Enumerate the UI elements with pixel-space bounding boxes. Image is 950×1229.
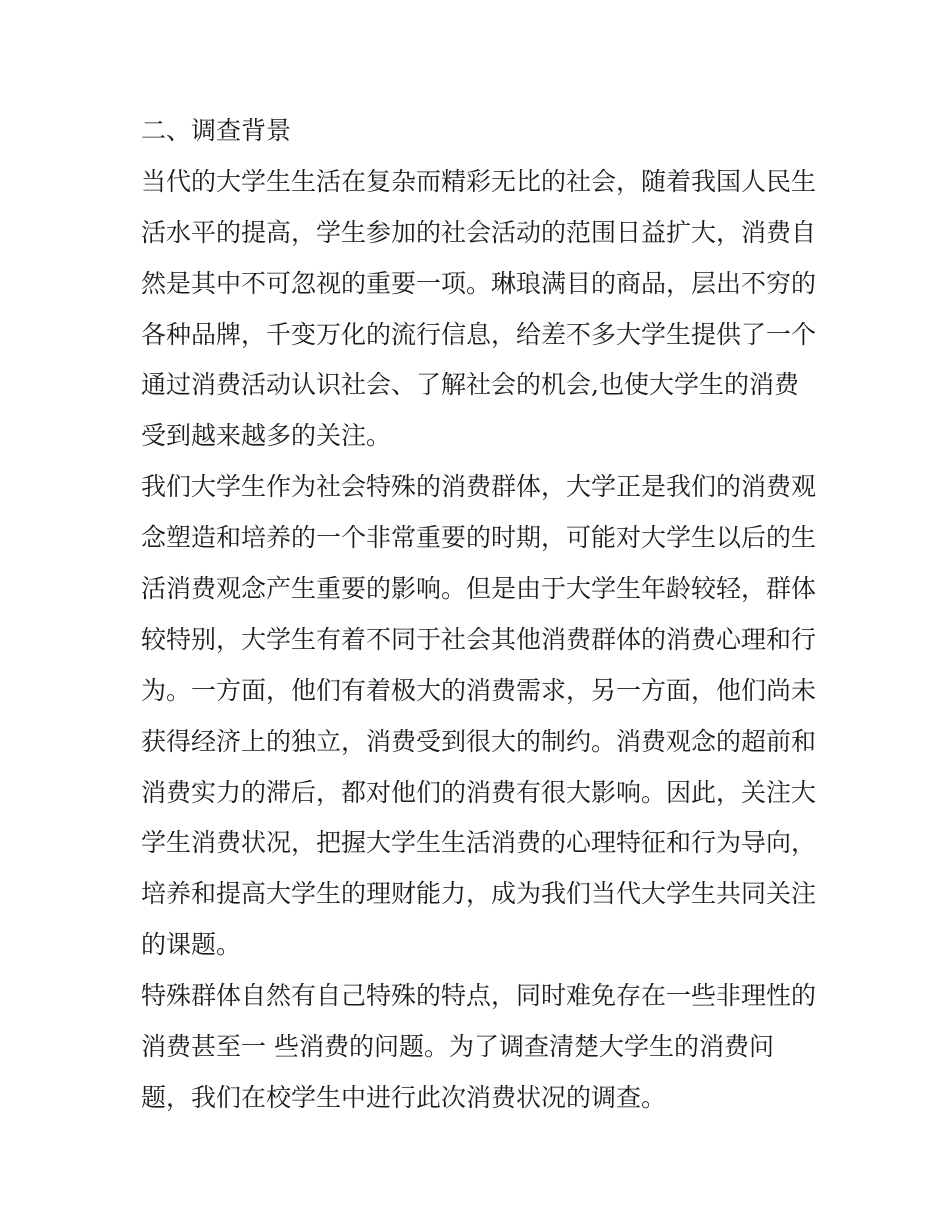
paragraph-line: 然是其中不可忽视的重要一项。琳琅满目的商品，层出不穷的 [141,268,817,298]
paragraph-line: 培养和提高大学生的理财能力，成为我们当代大学生共同关注 [141,879,817,909]
paragraph-line: 活水平的提高，学生参加的社会活动的范围日益扩大，消费自 [141,217,817,247]
paragraph-line: 较特别，大学生有着不同于社会其他消费群体的消费心理和行 [141,624,817,654]
paragraph-line: 学生消费状况，把握大学生生活消费的心理特征和行为导向， [141,828,817,858]
paragraph-line: 念塑造和培养的一个非常重要的时期，可能对大学生以后的生 [141,523,817,553]
paragraph-line: 题，我们在校学生中进行此次消费状况的调查。 [141,1082,667,1112]
paragraph-line: 的课题。 [141,930,242,960]
paragraph-line: 活消费观念产生重要的影响。但是由于大学生年龄较轻，群体 [141,574,817,604]
paragraph-line: 通过消费活动认识社会、了解社会的机会,也使大学生的消费 [141,370,799,400]
paragraph-line: 为。一方面，他们有着极大的消费需求，另一方面，他们尚未 [141,675,817,705]
section-heading: 二、调查背景 [141,116,292,145]
paragraph-line: 当代的大学生生活在复杂而精彩无比的社会，随着我国人民生 [141,166,817,196]
paragraph-line: 我们大学生作为社会特殊的消费群体，大学正是我们的消费观 [141,472,817,502]
paragraph-line: 各种品牌，千变万化的流行信息，给差不多大学生提供了一个 [141,319,817,349]
paragraph-line: 特殊群体自然有自己特殊的特点，同时难免存在一些非理性的 [141,981,817,1011]
paragraph-line: 消费实力的滞后，都对他们的消费有很大影响。因此，关注大 [141,777,817,807]
paragraph-line: 获得经济上的独立，消费受到很大的制约。消费观念的超前和 [141,726,817,756]
paragraph-line: 受到越来越多的关注。 [141,421,392,451]
paragraph-line: 消费甚至一 些消费的问题。为了调查清楚大学生的消费问 [141,1032,774,1062]
document-body [141,106,821,1124]
